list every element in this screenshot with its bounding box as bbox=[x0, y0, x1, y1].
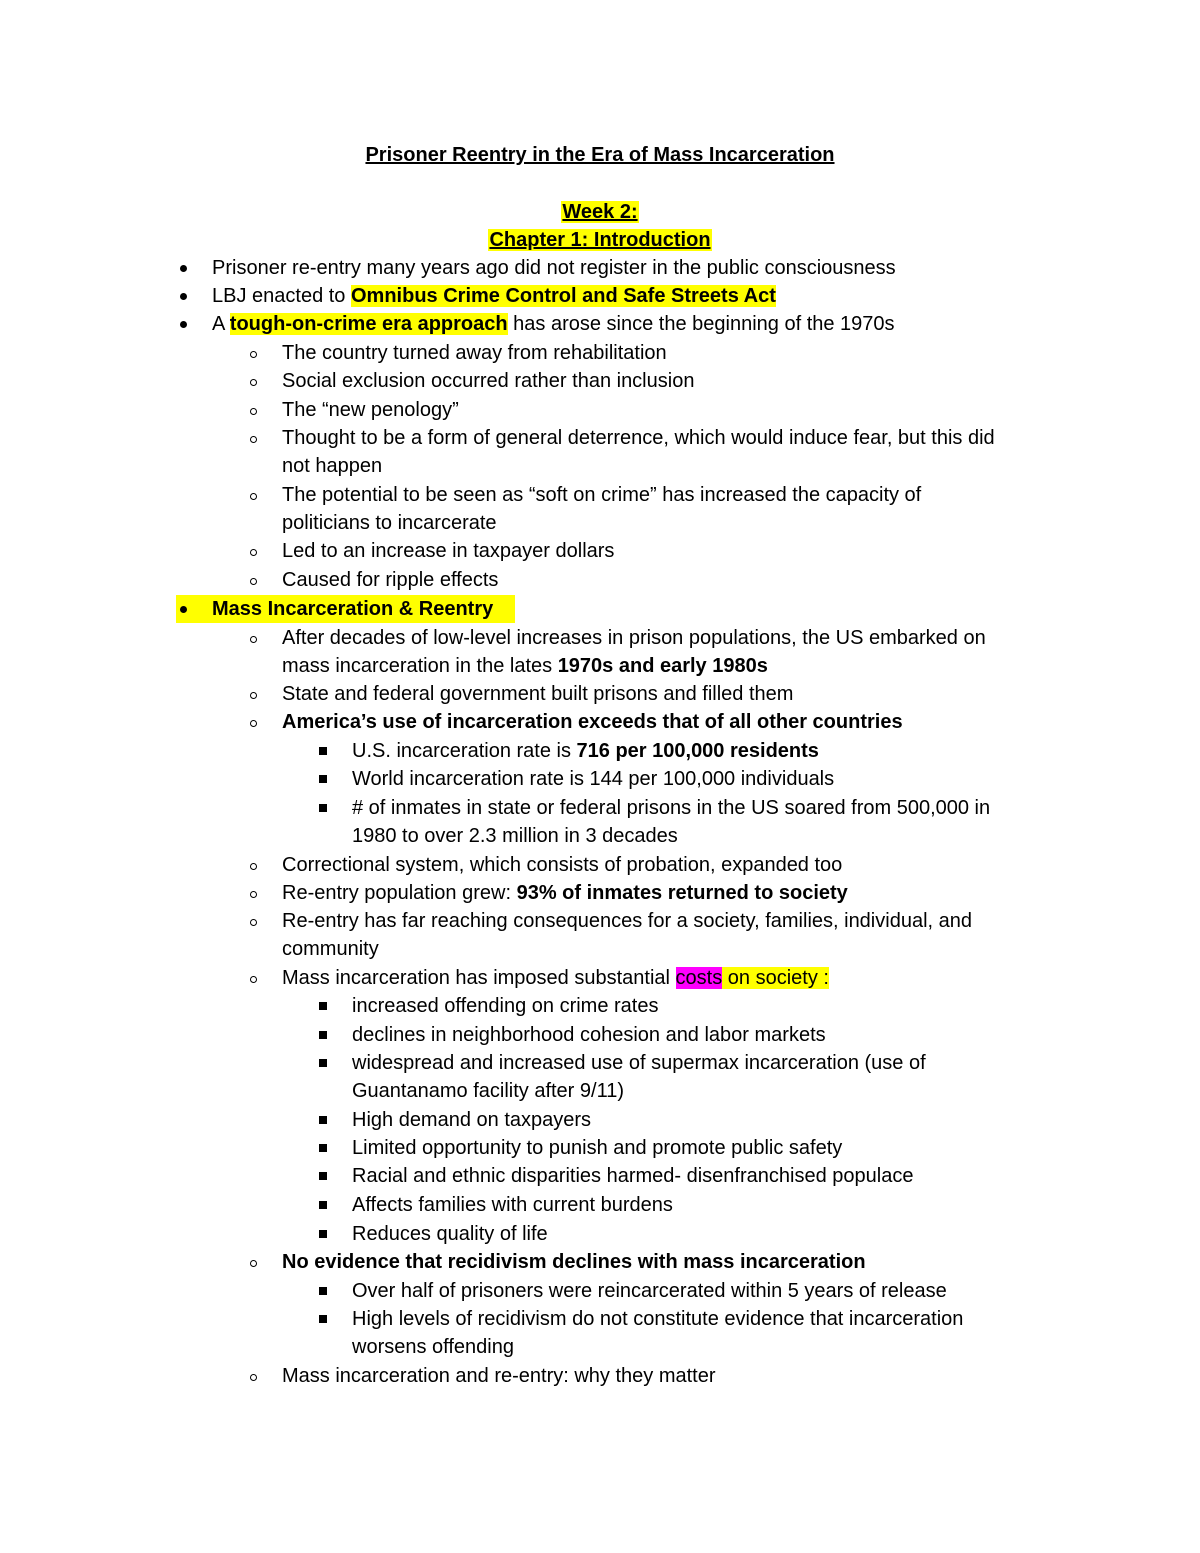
bullet-icon bbox=[246, 964, 260, 992]
bullet-icon bbox=[246, 339, 260, 367]
bullet-icon bbox=[246, 907, 260, 935]
bullet-icon bbox=[246, 537, 260, 565]
square-bullet-icon bbox=[316, 992, 330, 1020]
list-item: High demand on taxpayers bbox=[352, 1109, 592, 1131]
bullet-icon bbox=[246, 1362, 260, 1390]
list-item: widespread and increased use of supermax incarceration (use of bbox=[352, 1052, 926, 1074]
square-bullet-icon bbox=[316, 1220, 330, 1248]
square-bullet-icon bbox=[316, 1021, 330, 1049]
list-item: Prisoner re-entry many years ago did not register in the public consciousness bbox=[212, 257, 896, 279]
list-item: Over half of prisoners were reincarcerated within 5 years of release bbox=[352, 1280, 947, 1302]
list-item-continuation: worsens offending bbox=[352, 1336, 514, 1358]
list-item: The country turned away from rehabilitation bbox=[282, 342, 667, 364]
list-item-continuation: politicians to incarcerate bbox=[282, 512, 497, 534]
list-item: Mass incarceration and re-entry: why they matter bbox=[282, 1365, 716, 1387]
list-item: Social exclusion occurred rather than inclusion bbox=[282, 370, 695, 392]
list-item-continuation: community bbox=[282, 938, 379, 960]
bullet-icon bbox=[246, 424, 260, 452]
list-item: Re-entry has far reaching consequences for a society, families, individual, and bbox=[282, 910, 972, 932]
list-item: Reduces quality of life bbox=[352, 1223, 548, 1245]
list-item-continuation: 1980 to over 2.3 million in 3 decades bbox=[352, 825, 678, 847]
bullet-icon bbox=[246, 566, 260, 594]
bullet-icon bbox=[246, 367, 260, 395]
list-item: After decades of low-level increases in prison populations, the US embarked on bbox=[282, 627, 986, 649]
list-item: Caused for ripple effects bbox=[282, 569, 499, 591]
section-heading: Mass Incarceration & Reentry bbox=[212, 598, 494, 620]
list-item: The “new penology” bbox=[282, 399, 459, 421]
bullet-icon bbox=[246, 879, 260, 907]
bullet-icon bbox=[176, 310, 190, 338]
list-item-continuation: mass incarceration in the lates 1970s and early 1980s bbox=[282, 655, 768, 677]
square-bullet-icon bbox=[316, 1049, 330, 1077]
square-bullet-icon bbox=[316, 1191, 330, 1219]
list-item: U.S. incarceration rate is 716 per 100,000 residents bbox=[352, 740, 819, 762]
list-item-continuation: Guantanamo facility after 9/11) bbox=[352, 1080, 624, 1102]
list-item: Affects families with current burdens bbox=[352, 1194, 673, 1216]
week-heading: Week 2: bbox=[562, 201, 638, 223]
square-bullet-icon bbox=[316, 1277, 330, 1305]
square-bullet-icon bbox=[316, 765, 330, 793]
list-item: LBJ enacted to Omnibus Crime Control and Safe Streets Act bbox=[212, 285, 776, 307]
list-item-continuation: not happen bbox=[282, 455, 383, 477]
list-item: Correctional system, which consists of probation, expanded too bbox=[282, 854, 843, 876]
square-bullet-icon bbox=[316, 1305, 330, 1333]
list-item: State and federal government built prisons and filled them bbox=[282, 683, 794, 705]
list-item: World incarceration rate is 144 per 100,000 individuals bbox=[352, 768, 835, 790]
list-item: The potential to be seen as “soft on crime” has increased the capacity of bbox=[282, 484, 922, 506]
square-bullet-icon bbox=[316, 794, 330, 822]
list-item: America’s use of incarceration exceeds that of all other countries bbox=[282, 711, 903, 733]
list-item: declines in neighborhood cohesion and labor markets bbox=[352, 1024, 826, 1046]
bullet-icon bbox=[246, 680, 260, 708]
list-item: Mass incarceration has imposed substantial costs on society : bbox=[282, 967, 829, 989]
chapter-heading: Chapter 1: Introduction bbox=[489, 229, 711, 251]
bullet-icon bbox=[246, 624, 260, 652]
square-bullet-icon bbox=[316, 1134, 330, 1162]
list-item: Racial and ethnic disparities harmed- disenfranchised populace bbox=[352, 1165, 914, 1187]
list-item: Thought to be a form of general deterrence, which would induce fear, but this did bbox=[282, 427, 995, 449]
document-title: Prisoner Reentry in the Era of Mass Incarceration bbox=[365, 144, 835, 166]
list-item: High levels of recidivism do not constitute evidence that incarceration bbox=[352, 1308, 964, 1330]
bullet-icon bbox=[176, 595, 190, 623]
square-bullet-icon bbox=[316, 1162, 330, 1190]
list-item: No evidence that recidivism declines with mass incarceration bbox=[282, 1251, 866, 1273]
list-item: Led to an increase in taxpayer dollars bbox=[282, 540, 615, 562]
bullet-icon bbox=[246, 708, 260, 736]
bullet-icon bbox=[246, 396, 260, 424]
bullet-icon bbox=[246, 851, 260, 879]
bullet-icon bbox=[176, 282, 190, 310]
bullet-icon bbox=[176, 254, 190, 282]
square-bullet-icon bbox=[316, 1106, 330, 1134]
bullet-icon bbox=[246, 1248, 260, 1276]
list-item: Limited opportunity to punish and promote public safety bbox=[352, 1137, 843, 1159]
list-item: # of inmates in state or federal prisons in the US soared from 500,000 in bbox=[352, 797, 991, 819]
list-item: increased offending on crime rates bbox=[352, 995, 659, 1017]
square-bullet-icon bbox=[316, 737, 330, 765]
bullet-icon bbox=[246, 481, 260, 509]
list-item: A tough-on-crime era approach has arose since the beginning of the 1970s bbox=[212, 313, 895, 335]
list-item: Re-entry population grew: 93% of inmates returned to society bbox=[282, 882, 848, 904]
